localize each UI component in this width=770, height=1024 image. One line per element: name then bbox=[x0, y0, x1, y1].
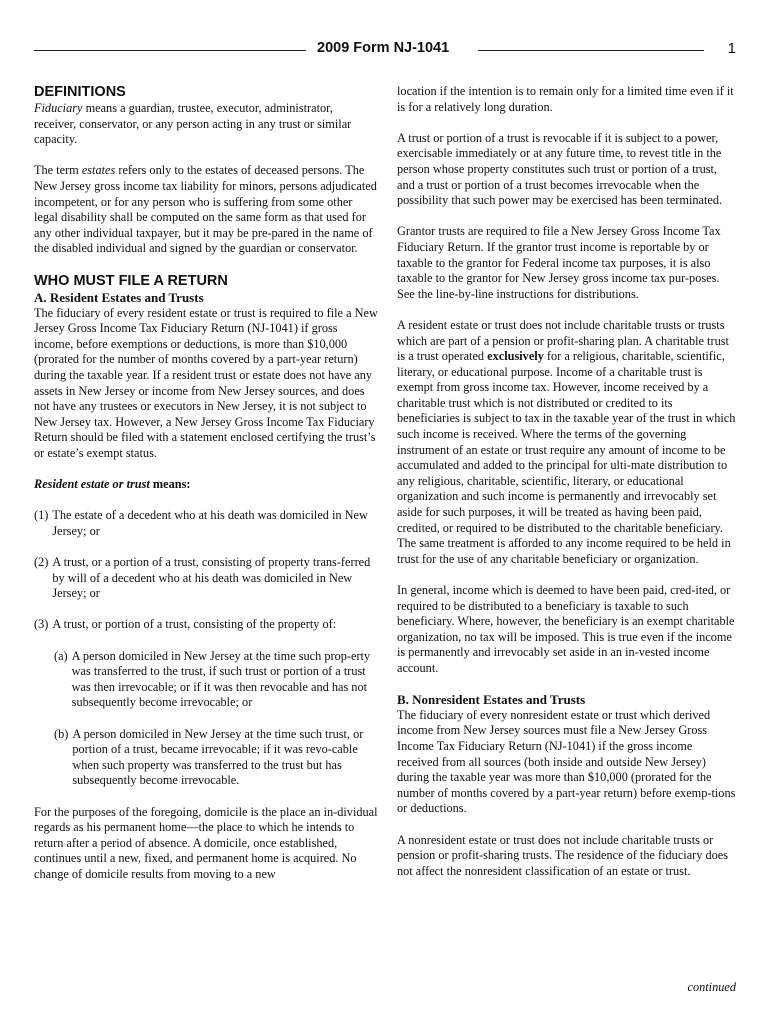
header-rule-right bbox=[478, 50, 704, 51]
grantor-trusts-paragraph: Grantor trusts are required to file a New Jersey Gross Income Tax Fiduciary Return. If the grantor trust income is reportable by or taxable to the grantor for Federal income tax purposes, it is also taxable to the grantor for New Jersey gross income tax pur-poses. See the line-by-line instructions for distributions. bbox=[397, 224, 721, 301]
definitions-heading: DEFINITIONS bbox=[34, 84, 126, 100]
exclusively-emphasis: exclusively bbox=[487, 349, 544, 364]
list-item: (1) The estate of a decedent who at his death was domiciled in New Jersey; or bbox=[34, 508, 368, 538]
left-column bbox=[34, 84, 378, 898]
sub-list-item: (b) A person domiciled in New Jersey at the time such trust, or portion of a trust, became irrevocable; if it was revo-cable when such property was transferred to the trust but has subsequently become irrevocable. bbox=[54, 726, 364, 788]
right-column bbox=[397, 84, 737, 895]
nonresident-exclusions-paragraph: A nonresident estate or trust does not include charitable trusts or pension or profit-sharing trusts. The residence of the fiduciary does not affect the nonresident classification of an estate or trust. bbox=[397, 832, 729, 878]
definition-estates: The term estates refers only to the estates of deceased persons. The New Jersey gross income tax liability for minors, persons adjudicated incompetent, or for any person who is suffering from some other legal disability shall be computed on the same form as that used for any other individual taxpayer, but it may be pre-pared in the name of the disabled individual and signed by the guardian or conservator. bbox=[34, 163, 377, 256]
definition-fiduciary: Fiduciary means a guardian, trustee, executor, administrator, receiver, conservator, or any person acting in any trust or similar capacity. bbox=[34, 101, 352, 147]
page-header bbox=[34, 40, 736, 60]
beneficiary-paragraph: In general, income which is deemed to have been paid, cred-ited, or required to be distributed to a beneficiary is taxable to such beneficiary. Where, however, the beneficiary is an exempt charitable organization, no tax will be imposed. This is true even if the income is permanently and irrevocably set aside in an in-vested income account. bbox=[397, 583, 735, 675]
list-item: (3) A trust, or portion of a trust, consisting of the property of: bbox=[34, 617, 337, 632]
resident-means: Resident estate or trust means: bbox=[34, 477, 191, 492]
continued-note: continued bbox=[687, 980, 736, 994]
form-title: 2009 Form NJ-1041 bbox=[317, 40, 450, 56]
header-rule-left bbox=[34, 50, 306, 51]
charitable-trusts-paragraph: A resident estate or trust does not include charitable trusts or trusts which are part of a pension or profit-sharing plan. A charitable trust is a trust operated exclusively for a religious, charitable, scientific, literary, or educational purpose. Income of a charitable trust is exempt from gross income tax. However, income received by a charitable trust which is not distributed or credited to its beneficiaries is subject to tax in the taxable year of the trust in which such income is received. Where the terms of the governing instrument of an estate or trust require any amount of income to be accumulated and added to the principal for ulti-mate distribution to any religious, charitable, scientific, literary, or educational organization and such income is permanently and irrevocably set aside for such purposes, it will be treated as having been paid, credited, or required to be distributed to the charitable beneficiary. The same treatment is afforded to any income required to be held in trust for the use of any charitable beneficiary or organization. bbox=[397, 317, 736, 566]
resident-heading: A. Resident Estates and Trusts bbox=[34, 289, 204, 305]
resident-paragraph: The fiduciary of every resident estate or trust is required to file a New Jersey Gross Income Tax Fiduciary Return (NJ-1041) if gross income, before exemptions or deductions, is more than $10,000 (prorated for the number of months covered by a part-year return) during the taxable year. If a resident trust or estate does not have any assets in New Jersey or income from New Jersey sources, and does not have any trustees or executors in New Jersey, it is not subject to New Jersey tax. However, a New Jersey Gross Income Tax Fiduciary Return should be filed with a statement enclosed certifying the trust’s or estate’s exempt status. bbox=[34, 305, 378, 460]
term-estates: estates bbox=[81, 163, 116, 178]
page-number: 1 bbox=[727, 40, 736, 57]
sub-list-item: (a) A person domiciled in New Jersey at the time such prop-erty was transferred to the trust, if such trust or portion of a trust was then irrevocable; or if it was then revocable and has not subsequently become irrevocable; or bbox=[54, 648, 371, 710]
domicile-continued: location if the intention is to remain only for a limited time even if it is for a relatively long duration. bbox=[397, 84, 734, 114]
list-item: (2) A trust, or a portion of a trust, consisting of property trans-ferred by will of a decedent who at his death was domiciled in New Jersey; or bbox=[34, 555, 371, 601]
who-must-file-heading: WHO MUST FILE A RETURN bbox=[34, 272, 228, 289]
term-fiduciary: Fiduciary bbox=[34, 101, 83, 115]
nonresident-paragraph: The fiduciary of every nonresident estate or trust which derived income from New Jersey sources must file a New Jersey Gross Income Tax Fiduciary Return (NJ-1041) if the gross income received from all sources (both inside and outside New Jersey) during the taxable year was more than $10,000 (prorated for the number of months covered by a part-year return) before exemp-tions or deductions. bbox=[397, 707, 736, 816]
domicile-paragraph: For the purposes of the foregoing, domicile is the place an in-dividual regards as his permanent home—the place to which he intends to return after a period of absence. A domicile, once established, continues until a new, fixed, and permanent home is acquired. No change of domicile results from moving to a new bbox=[34, 804, 378, 881]
revocable-paragraph: A trust or portion of a trust is revocable if it is subject to a power, exercisable immediately or at any future time, to revest title in the person whose property constitutes such trust or portion of a trust, and a trust or portion of a trust becomes irrevocable when the possibility that such power may be exercised has been terminated. bbox=[397, 130, 723, 208]
nonresident-heading: B. Nonresident Estates and Trusts bbox=[397, 692, 586, 708]
